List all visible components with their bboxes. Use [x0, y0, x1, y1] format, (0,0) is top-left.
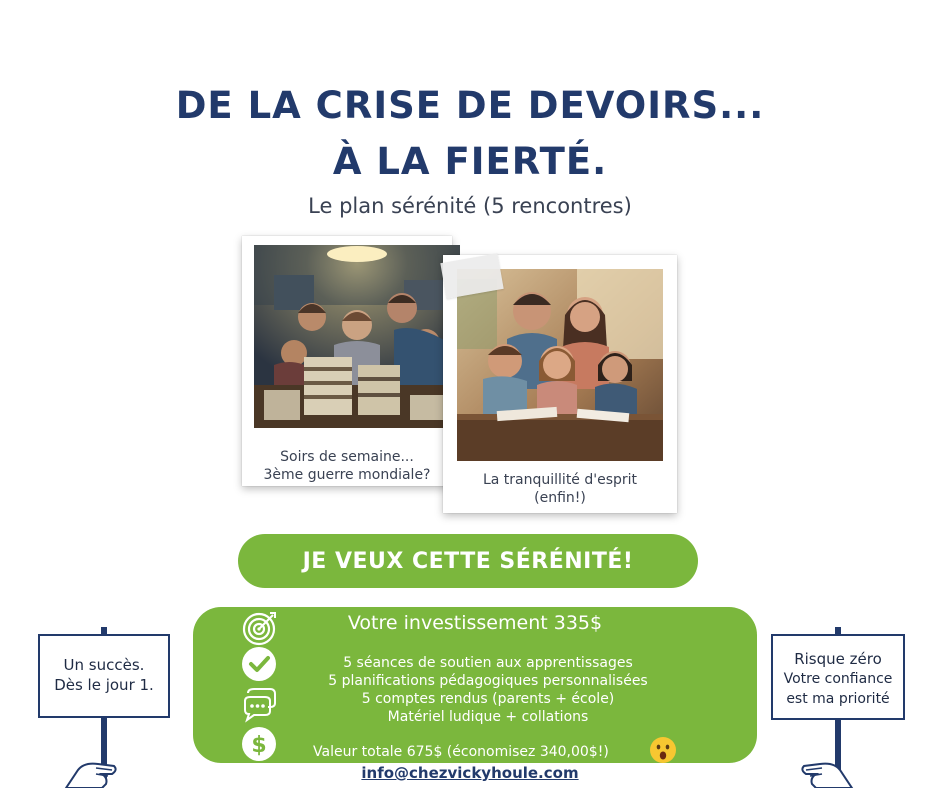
cta-button[interactable]: JE VEUX CETTE SÉRÉNITÉ! [238, 534, 698, 588]
feature-item: 5 planifications pédagogiques personnalisées [328, 673, 648, 689]
sign-right-line-3: est ma priorité [786, 691, 890, 707]
sign-right-line-2: Votre confiance [783, 671, 893, 687]
feature-item: 5 comptes rendus (parents + école) [361, 691, 615, 707]
sign-right-line-1: Risque zéro [794, 650, 882, 668]
sign-pole-left [101, 627, 107, 634]
right-caption-line-2: (enfin!) [534, 490, 586, 506]
polaroid-happy-family [443, 255, 677, 513]
photo-stressed-family [254, 245, 460, 428]
feature-item: 5 séances de soutien aux apprentissages [343, 655, 633, 671]
left-caption-line-2: 3ème guerre mondiale? [263, 467, 431, 483]
offer-box [193, 607, 757, 763]
target-icon [242, 610, 276, 644]
email-link[interactable]: info@chezvickyhoule.com [361, 764, 579, 782]
sign-left-line-2: Dès le jour 1. [54, 676, 154, 694]
surprised-emoji-icon [649, 736, 677, 764]
headline-line-2: À LA FIERTÉ. [332, 140, 608, 183]
left-caption-line-1: Soirs de semaine... [280, 449, 414, 465]
hand-icon-right [796, 756, 856, 788]
svg-text:$: $ [251, 733, 267, 758]
right-caption-line-1: La tranquillité d'esprit [482, 472, 638, 488]
offer-title: Votre investissement 335$ [347, 612, 603, 634]
hand-icon-left [62, 756, 122, 788]
sign-left [38, 634, 170, 718]
headline-line-1: DE LA CRISE DE DEVOIRS... [175, 84, 765, 127]
dollar-icon [242, 727, 276, 761]
photo-happy-family [457, 269, 663, 461]
polaroid-homework-stress [242, 236, 452, 486]
sign-left-line-1: Un succès. [63, 656, 145, 674]
subtitle: Le plan sérénité (5 rencontres) [308, 194, 632, 218]
offer-features [253, 654, 723, 726]
offer-total: Valeur totale 675$ (économisez 340,00$!) [313, 744, 609, 760]
sign-right [771, 634, 905, 720]
feature-item: Matériel ludique + collations [387, 709, 589, 725]
sign-pole-right [835, 627, 841, 634]
